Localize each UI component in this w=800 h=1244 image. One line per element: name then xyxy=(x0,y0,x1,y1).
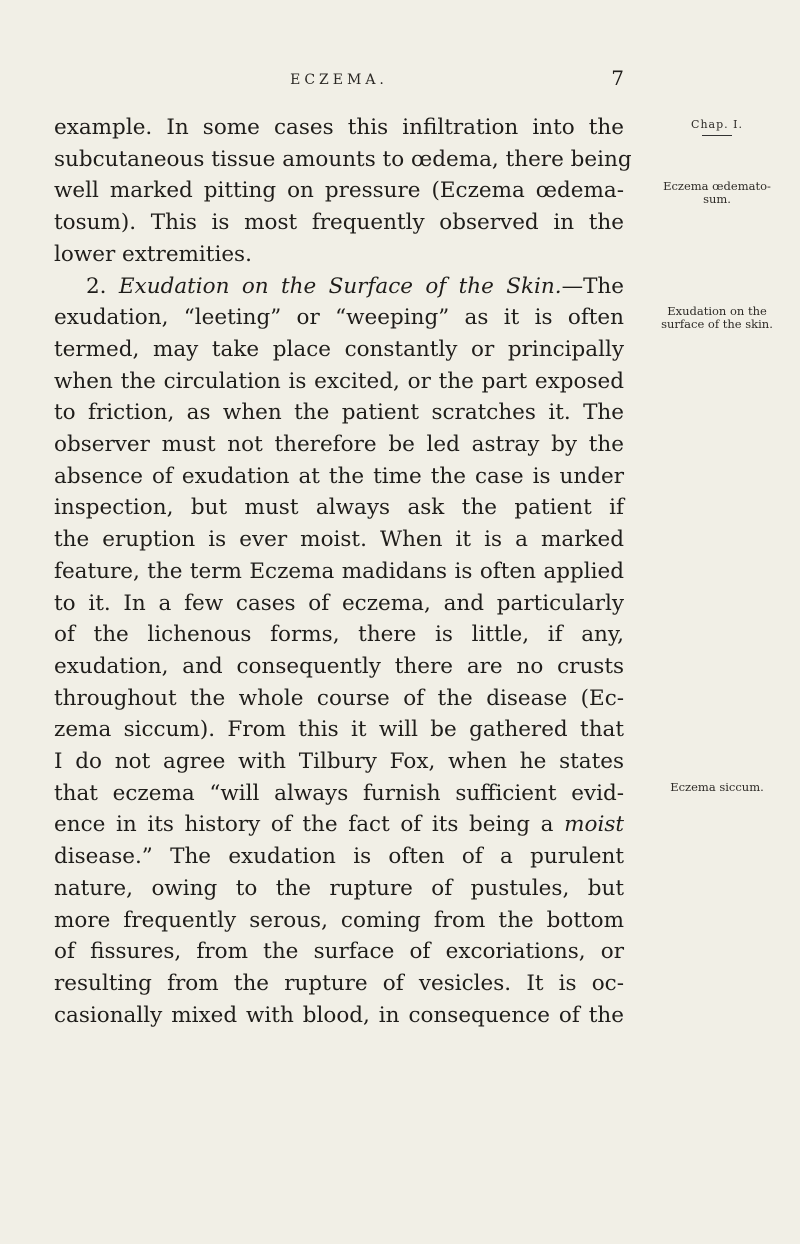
sidenote-eczema-siccum xyxy=(638,781,796,794)
text-line: casionally mixed with blood, in consequence of the xyxy=(54,1002,624,1028)
text-line xyxy=(54,809,624,841)
sidenote-eczema-oedematosum xyxy=(638,180,796,206)
text-line: termed, may take place constantly or principally xyxy=(54,336,624,362)
sidenote-line: Eczema œdemato- xyxy=(663,179,771,193)
text-line: zema siccum). From this it will be gathered that xyxy=(54,717,624,743)
text-line: disease.” The exudation is often of a purulent xyxy=(54,844,624,870)
text-line: when the circulation is excited, or the part exposed xyxy=(54,368,624,394)
text-line: observer must not therefore be led astray by the xyxy=(54,432,624,458)
text-line: feature, the term Eczema madidans is often applied xyxy=(54,558,624,584)
text-line: the eruption is ever moist. When it is a marked xyxy=(54,527,624,553)
text-line: of the lichenous forms, there is little, if any, xyxy=(54,622,624,648)
text-line: inspection, but must always ask the patient if xyxy=(54,495,624,521)
text-line: more frequently serous, coming from the bottom xyxy=(54,907,624,933)
section-heading: Exudation on the Surface of the Skin. xyxy=(118,273,562,299)
text-line: absence of exudation at the time the case is under xyxy=(54,463,624,489)
text-line: to friction, as when the patient scratches it. The xyxy=(54,400,624,426)
text-line: resulting from the rupture of vesicles. It is oc- xyxy=(54,970,624,996)
text-line: tosum). This is most frequently observed in the xyxy=(54,210,624,236)
chapter-sidenote xyxy=(638,118,796,136)
chapter-rule xyxy=(702,135,732,136)
chapter-label: Chap. I. xyxy=(691,118,743,131)
text-line: to it. In a few cases of eczema, and particularly xyxy=(54,590,624,616)
text-line: well marked pitting on pressure (Eczema œdema- xyxy=(54,178,624,204)
text-line: I do not agree with Tilbury Fox, when he states xyxy=(54,749,624,775)
text-fragment: —The xyxy=(561,273,624,299)
page-number: 7 xyxy=(611,66,624,90)
section-number: 2. xyxy=(86,273,107,299)
sidenote-line: sum. xyxy=(703,192,731,206)
text-line: lower extremities. xyxy=(54,241,252,267)
running-head xyxy=(54,40,624,90)
sidenote-line: Exudation on the xyxy=(667,304,767,318)
text-line: exudation, “leeting” or “weeping” as it is often xyxy=(54,305,624,331)
text-line: of fissures, from the surface of excoriations, or xyxy=(54,939,624,965)
text-line: nature, owing to the rupture of pustules, but xyxy=(54,875,624,901)
sidenote-line: surface of the skin. xyxy=(661,317,773,331)
sidenote-exudation xyxy=(638,305,796,331)
text-line xyxy=(54,271,624,303)
body-text xyxy=(54,112,632,1031)
text-line: throughout the whole course of the disease (Ec- xyxy=(54,685,624,711)
sidenote-line: Eczema siccum. xyxy=(670,780,764,794)
text-fragment: ence in its history of the fact of its being a xyxy=(54,812,554,838)
running-title: ECZEMA. xyxy=(290,72,388,88)
text-line: that eczema “will always furnish sufficient evid- xyxy=(54,780,624,806)
emphasis-word: moist xyxy=(564,812,624,838)
text-line: subcutaneous tissue amounts to œdema, there being xyxy=(54,146,632,172)
text-line: exudation, and consequently there are no crusts xyxy=(54,653,624,679)
text-line: example. In some cases this infiltration into the xyxy=(54,115,624,140)
